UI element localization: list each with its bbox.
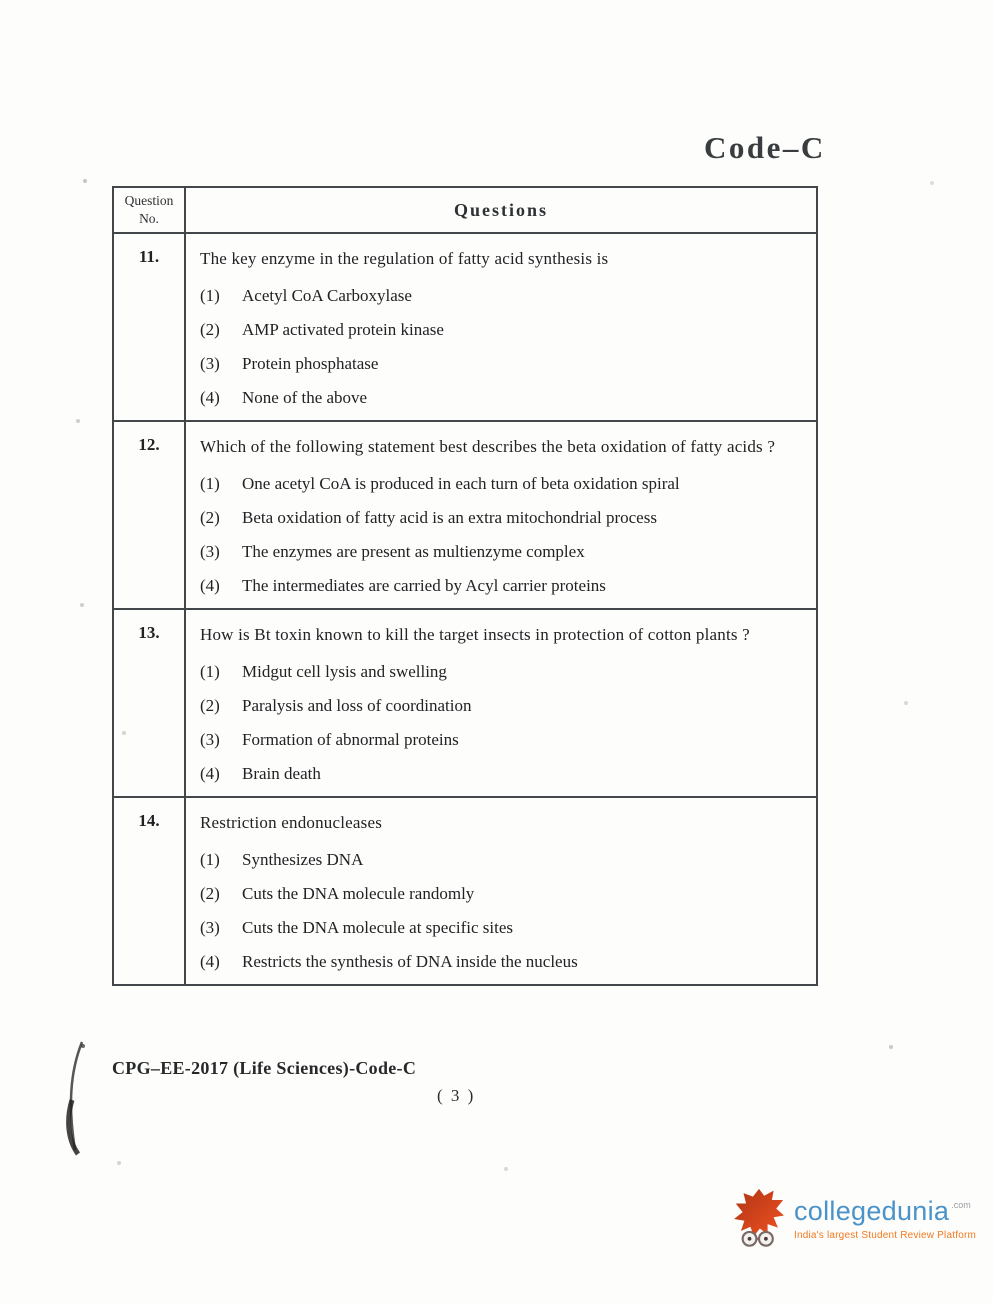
option-number: (2) bbox=[200, 320, 220, 339]
option-text: Protein phosphatase bbox=[242, 354, 379, 373]
option-text: None of the above bbox=[242, 388, 368, 407]
scan-smudge bbox=[60, 1038, 96, 1163]
option-number: (2) bbox=[200, 508, 220, 527]
question-number: 13. bbox=[114, 610, 186, 796]
option bbox=[200, 318, 800, 342]
question-no-header bbox=[114, 188, 186, 232]
option-number: (1) bbox=[200, 286, 220, 305]
question-text: How is Bt toxin known to kill the target insects in protection of cotton plants ? bbox=[200, 625, 750, 644]
option-text: Cuts the DNA molecule at specific sites bbox=[242, 918, 513, 937]
option-text: Cuts the DNA molecule randomly bbox=[242, 884, 475, 903]
footer-code-line: CPG–EE-2017 (Life Sciences)-Code-C bbox=[112, 1058, 417, 1078]
option-text: Acetyl CoA Carboxylase bbox=[242, 286, 412, 305]
option bbox=[200, 352, 800, 376]
question-row-14 bbox=[114, 798, 816, 984]
question-body bbox=[186, 422, 816, 608]
question-text: Which of the following statement best describes the beta oxidation of fatty acids ? bbox=[200, 437, 776, 456]
option-number: (3) bbox=[200, 730, 220, 749]
question-row-12 bbox=[114, 422, 816, 610]
option-text: Restricts the synthesis of DNA inside the nucleus bbox=[242, 952, 578, 971]
question-text: The key enzyme in the regulation of fatty acid synthesis is bbox=[200, 249, 609, 268]
option-number: (1) bbox=[200, 474, 220, 493]
option-number: (1) bbox=[200, 850, 220, 869]
option-text: AMP activated protein kinase bbox=[242, 320, 444, 339]
option-text: Midgut cell lysis and swelling bbox=[242, 662, 447, 681]
page-number: ( 3 ) bbox=[437, 1086, 476, 1105]
option bbox=[200, 574, 800, 598]
question-text: Restriction endonucleases bbox=[200, 813, 383, 832]
option-text: Formation of abnormal proteins bbox=[242, 730, 459, 749]
scan-speckles bbox=[0, 0, 2, 2]
table-header-row bbox=[114, 188, 816, 234]
question-number: 14. bbox=[114, 798, 186, 984]
option bbox=[200, 660, 800, 684]
option-number: (1) bbox=[200, 662, 220, 681]
question-body bbox=[186, 234, 816, 420]
option bbox=[200, 728, 800, 752]
question-no-header-line1: Question bbox=[124, 193, 174, 208]
question-no-header-line2: No. bbox=[139, 210, 159, 226]
option-number: (4) bbox=[200, 952, 220, 971]
question-row-11 bbox=[114, 234, 816, 422]
option bbox=[200, 916, 800, 940]
option bbox=[200, 540, 800, 564]
collegedunia-wordmark: collegedunia bbox=[794, 1196, 950, 1227]
option bbox=[200, 694, 800, 718]
option bbox=[200, 950, 800, 974]
option bbox=[200, 506, 800, 530]
collegedunia-tagline: India's largest Student Review Platform bbox=[794, 1229, 977, 1241]
questions-table bbox=[112, 186, 818, 986]
collegedunia-logo bbox=[733, 1188, 976, 1250]
question-body bbox=[186, 610, 816, 796]
option bbox=[200, 882, 800, 906]
option bbox=[200, 386, 800, 410]
question-row-13 bbox=[114, 610, 816, 798]
collegedunia-mascot-icon bbox=[733, 1188, 785, 1250]
option-number: (4) bbox=[200, 764, 220, 783]
question-body bbox=[186, 798, 816, 984]
option bbox=[200, 762, 800, 786]
option-text: Paralysis and loss of coordination bbox=[242, 696, 472, 715]
questions-header: Questions bbox=[453, 199, 549, 220]
option bbox=[200, 284, 800, 308]
option-text: One acetyl CoA is produced in each turn of beta oxidation spiral bbox=[242, 474, 680, 493]
option bbox=[200, 848, 800, 872]
option bbox=[200, 472, 800, 496]
option-number: (3) bbox=[200, 918, 220, 937]
option-number: (4) bbox=[200, 576, 220, 595]
collegedunia-logo-text bbox=[794, 1197, 976, 1240]
question-number: 12. bbox=[114, 422, 186, 608]
option-number: (2) bbox=[200, 884, 220, 903]
option-text: Synthesizes DNA bbox=[242, 850, 364, 869]
option-number: (4) bbox=[200, 388, 220, 407]
option-number: (2) bbox=[200, 696, 220, 715]
option-text: Beta oxidation of fatty acid is an extra mitochondrial process bbox=[242, 508, 657, 527]
option-text: Brain death bbox=[242, 764, 321, 783]
collegedunia-domain-suffix: .com bbox=[951, 1200, 971, 1211]
option-number: (3) bbox=[200, 354, 220, 373]
question-number: 11. bbox=[114, 234, 186, 420]
option-text: The intermediates are carried by Acyl carrier proteins bbox=[242, 576, 606, 595]
option-text: The enzymes are present as multienzyme complex bbox=[242, 542, 585, 561]
code-label: Code–C bbox=[704, 130, 826, 165]
option-number: (3) bbox=[200, 542, 220, 561]
